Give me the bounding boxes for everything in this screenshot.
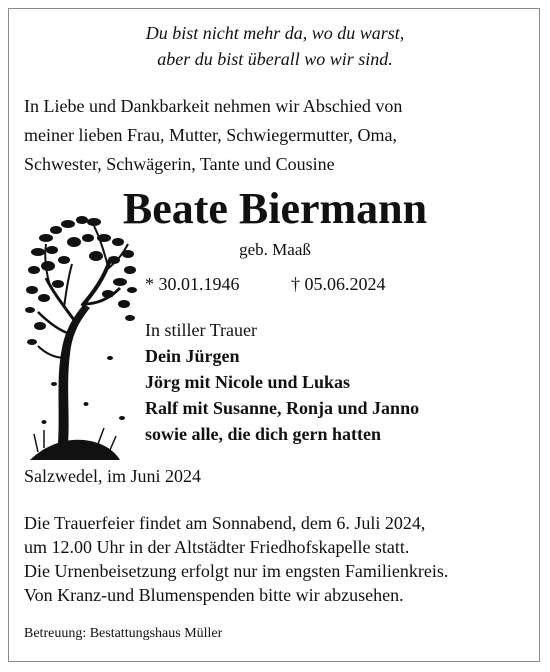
intro-line: meiner lieben Frau, Mutter, Schwiegermutter, Oma, bbox=[24, 125, 397, 145]
place-date: Salzwedel, im Juni 2024 bbox=[24, 466, 201, 486]
tree-silhouette-icon bbox=[24, 208, 140, 460]
mourner-line: Dein Jürgen bbox=[145, 346, 240, 366]
mourners-heading: In stiller Trauer bbox=[145, 320, 257, 340]
service-info bbox=[24, 511, 527, 607]
birth-date: * 30.01.1946 bbox=[145, 274, 240, 294]
intro-line: In Liebe und Dankbarkeit nehmen wir Abschied von bbox=[24, 96, 403, 116]
poem-line: Du bist nicht mehr da, wo du warst, bbox=[145, 23, 405, 43]
mourner-line: sowie alle, die dich gern hatten bbox=[145, 424, 381, 444]
funeral-home-credit: Betreuung: Bestattungshaus Müller bbox=[24, 626, 223, 641]
service-line: Von Kranz-und Blumenspenden bitte wir abzusehen. bbox=[24, 585, 404, 605]
intro-line: Schwester, Schwägerin, Tante und Cousine bbox=[24, 154, 335, 174]
birth-name: geb. Maaß bbox=[239, 240, 311, 259]
intro-text bbox=[24, 92, 527, 179]
mourner-line: Jörg mit Nicole und Lukas bbox=[145, 372, 351, 392]
mourner-line: Ralf mit Susanne, Ronja und Janno bbox=[145, 398, 420, 418]
deceased-name: Beate Biermann bbox=[122, 184, 428, 233]
service-line: Die Urnenbeisetzung erfolgt nur im engsten Familienkreis. bbox=[24, 561, 449, 581]
death-date: † 05.06.2024 bbox=[291, 274, 386, 294]
poem bbox=[0, 20, 550, 72]
mourners-block bbox=[145, 317, 419, 447]
service-line: Die Trauerfeier findet am Sonnabend, dem 6. Juli 2024, bbox=[24, 513, 426, 533]
service-line: um 12.00 Uhr in der Altstädter Friedhofskapelle statt. bbox=[24, 537, 410, 557]
poem-line: aber du bist überall wo wir sind. bbox=[157, 49, 393, 69]
